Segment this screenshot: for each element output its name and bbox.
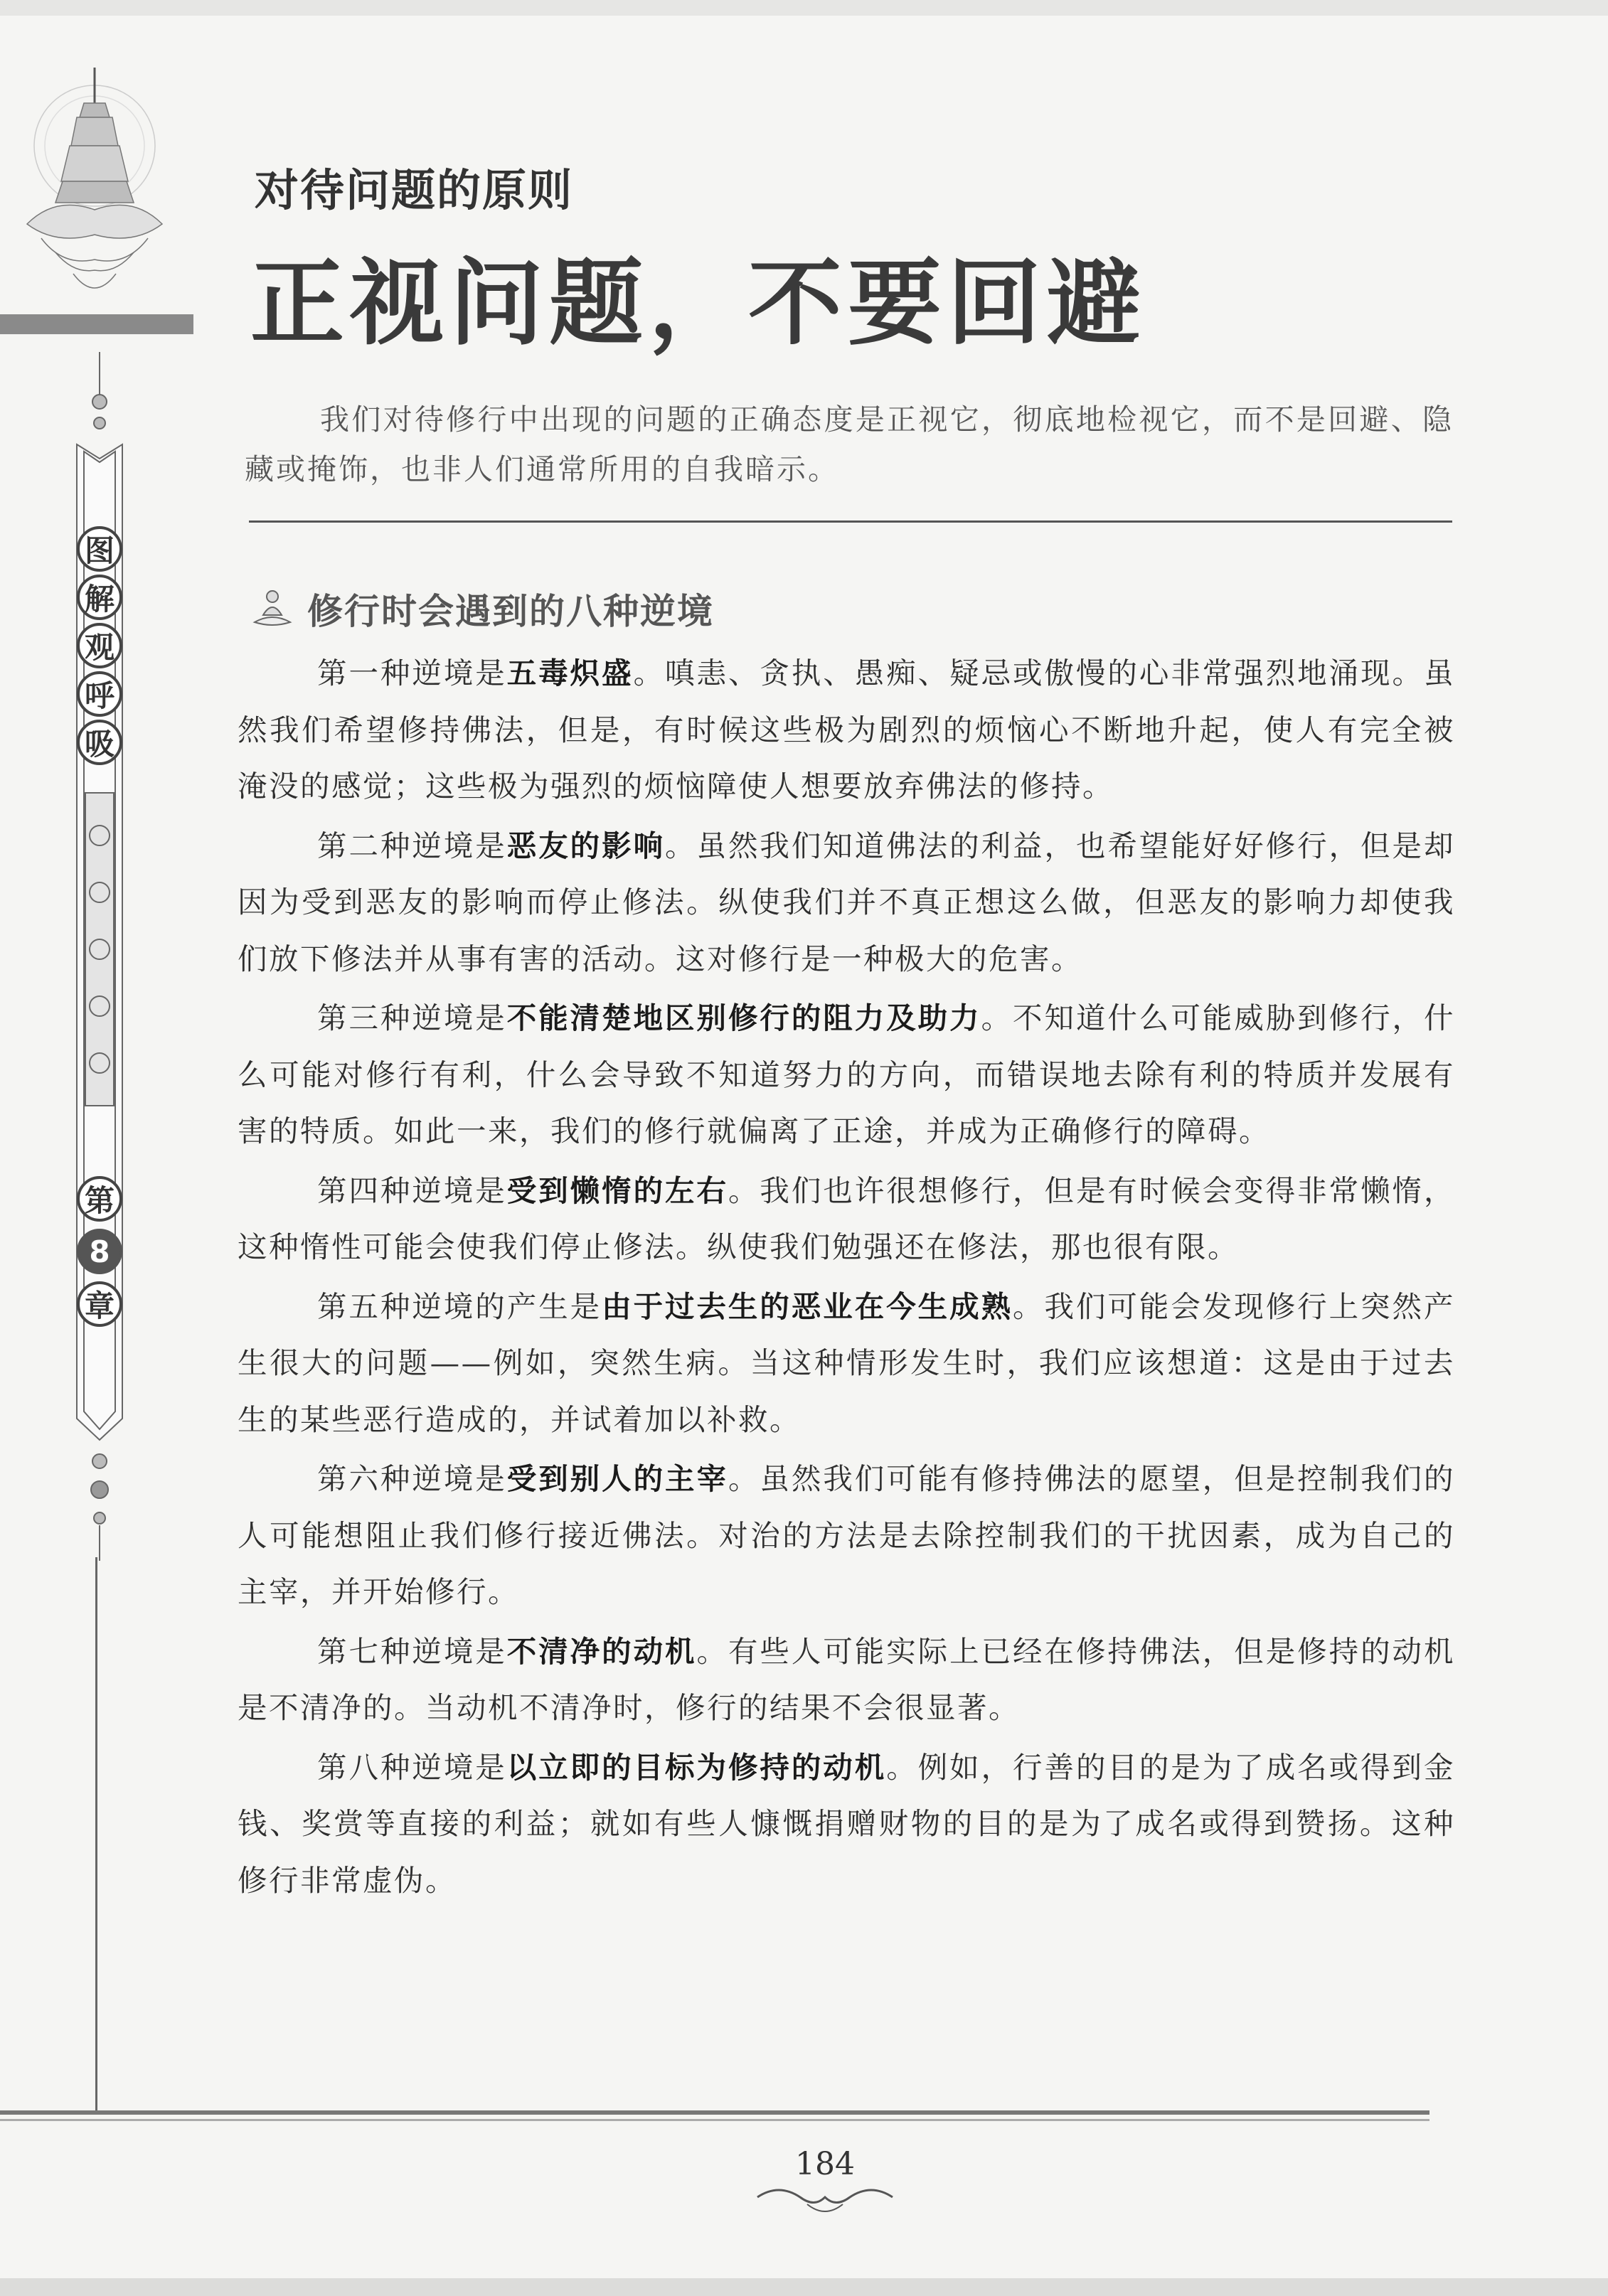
- book-char-2: 解: [77, 575, 122, 620]
- adversity-paragraph: 第一种逆境是五毒炽盛。嗔恚、贪执、愚痴、疑忌或傲慢的心非常强烈地涌现。虽然我们希望修持佛法，但是，有时候这些极为剧烈的烦恼心不断地升起，使人有完全被淹没的感觉；这些极为强烈的烦恼障使人想要放弃佛法的修持。: [238, 656, 1455, 803]
- chapter-label-last: 章: [77, 1281, 122, 1327]
- flourish-ornament-icon: [750, 2183, 900, 2218]
- footer-rule: [0, 2110, 1429, 2115]
- chapter-number: 8: [77, 1229, 122, 1274]
- page-subtitle: 对待问题的原则: [255, 164, 574, 216]
- bottom-border: [0, 2278, 1608, 2296]
- adversity-paragraph: 第七种逆境是不清净的动机。有些人可能实际上已经在修持佛法，但是修持的动机是不清净的。当动机不清净时，修行的结果不会很显著。: [238, 1633, 1455, 1725]
- book-char-5: 吸: [77, 720, 122, 765]
- adversity-paragraph: 第四种逆境是受到懒惰的左右。我们也许很想修行，但是有时候会变得非常懒惰，这种惰性可能会使我们停止修法。纵使我们勉强还在修法，那也很有限。: [238, 1173, 1455, 1264]
- adversity-paragraph: 第五种逆境的产生是由于过去生的恶业在今生成熟。我们可能会发现修行上突然产生很大的问题——例如，突然生病。当这种情形发生时，我们应该想道：这是由于过去生的某些恶行造成的，并试着加以补救。: [238, 1288, 1455, 1437]
- adversity-paragraph: 第六种逆境是受到别人的主宰。虽然我们可能有修持佛法的愿望，但是控制我们的人可能想阻止我们修行接近佛法。对治的方法是去除控制我们的干扰因素，成为自己的主宰，并开始修行。: [238, 1461, 1455, 1609]
- book-char-3: 观: [77, 623, 122, 668]
- meditating-buddha-icon: [250, 587, 294, 631]
- footer-rule-thin: [0, 2119, 1429, 2121]
- intro-paragraph: 我们对待修行中出现的问题的正确态度是正视它，彻底地检视它，而不是回避、隐藏或掩饰，也非人们通常所用的自我暗示。: [245, 402, 1454, 486]
- header-bar: [0, 314, 193, 334]
- section-heading-text: 修行时会遇到的八种逆境: [307, 590, 714, 632]
- separator-rule: [249, 520, 1452, 523]
- section-heading: [250, 583, 714, 634]
- body-text: [238, 645, 1455, 1911]
- page-title: 正视问题，不要回避: [250, 248, 1146, 358]
- adversity-paragraph: 第二种逆境是恶友的影响。虽然我们知道佛法的利益，也希望能好好修行，但是却因为受到恶友的影响而停止修法。纵使我们并不真正想这么做，但恶友的影响力却使我们放下修法并从事有害的活动。这对修行是一种极大的危害。: [238, 828, 1455, 976]
- margin-line: [95, 1557, 97, 2112]
- page-number: 184: [795, 2146, 855, 2182]
- book-char-1: 图: [77, 526, 122, 572]
- stupa-ornament-icon: [13, 60, 176, 302]
- book-char-4: 呼: [77, 671, 122, 717]
- top-border: [0, 0, 1608, 16]
- adversity-paragraph: 第三种逆境是不能清楚地区别修行的阻力及助力。不知道什么可能威胁到修行，什么可能对修行有利，什么会导致不知道努力的方向，而错误地去除有利的特质并发展有害的特质。如此一来，我们的修行就偏离了正途，并成为正确修行的障碍。: [238, 1000, 1455, 1148]
- chapter-label-first: 第: [77, 1176, 122, 1222]
- adversity-paragraph: 第八种逆境是以立即的目标为修持的动机。例如，行善的目的是为了成名或得到金钱、奖赏等直接的利益；就如有些人慷慨捐赠财物的目的是为了成名或得到赞扬。这种修行非常虚伪。: [238, 1749, 1455, 1898]
